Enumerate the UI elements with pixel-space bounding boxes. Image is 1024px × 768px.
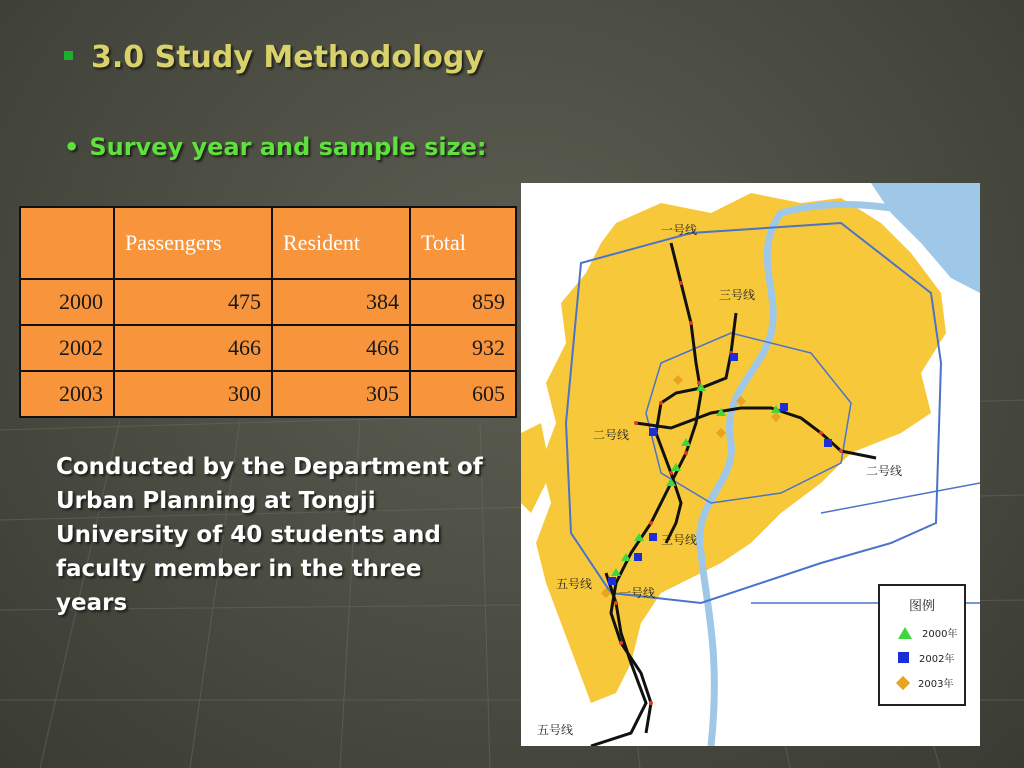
table-row bbox=[20, 371, 516, 417]
table-header-cell: Total bbox=[410, 207, 516, 279]
table-cell: 932 bbox=[410, 325, 516, 371]
urban-patch bbox=[521, 423, 551, 513]
subtitle-text: Survey year and sample size: bbox=[89, 133, 487, 161]
table-cell: 466 bbox=[272, 325, 410, 371]
legend-item bbox=[880, 620, 964, 645]
methodology-note: Conducted by the Department of Urban Planning at Tongji University of 40 students and faculty member in the three years bbox=[56, 454, 483, 616]
table-cell: 2002 bbox=[20, 325, 114, 371]
table-row bbox=[20, 325, 516, 371]
map-label-line5-left: 五号线 bbox=[556, 577, 593, 591]
green-triangle-icon bbox=[898, 627, 912, 639]
slide-title bbox=[64, 40, 484, 75]
table-cell: 859 bbox=[410, 279, 516, 325]
highway bbox=[821, 483, 980, 513]
table-header-cell bbox=[20, 207, 114, 279]
legend-item bbox=[880, 645, 964, 670]
map-label-line1-top: 一号线 bbox=[661, 223, 698, 237]
subtitle bbox=[64, 133, 486, 161]
slide-title-text: 3.0 Study Methodology bbox=[91, 40, 484, 75]
table-cell: 2000 bbox=[20, 279, 114, 325]
legend-title: 图例 bbox=[908, 599, 935, 614]
round-bullet-icon: • bbox=[64, 133, 80, 161]
square-bullet-icon bbox=[64, 51, 73, 60]
map-legend bbox=[878, 584, 966, 706]
table-cell: 475 bbox=[114, 279, 272, 325]
legend-item-label: 2002年 bbox=[919, 654, 955, 665]
orange-diamond-icon bbox=[896, 675, 910, 689]
table-cell: 2003 bbox=[20, 371, 114, 417]
blue-square-icon bbox=[898, 652, 909, 663]
map-label-line1-bottom: 一号线 bbox=[619, 586, 656, 600]
table-cell: 384 bbox=[272, 279, 410, 325]
map-label-line2-right: 二号线 bbox=[866, 464, 903, 478]
table-header-cell: Passengers bbox=[114, 207, 272, 279]
table-cell: 300 bbox=[114, 371, 272, 417]
table-header-row bbox=[20, 207, 516, 279]
table-cell: 466 bbox=[114, 325, 272, 371]
legend-item-label: 2000年 bbox=[922, 629, 958, 640]
table-cell: 305 bbox=[272, 371, 410, 417]
map-label-line5-bottom: 五号线 bbox=[537, 723, 574, 737]
table-cell: 605 bbox=[410, 371, 516, 417]
map-label-line3-top: 三号线 bbox=[719, 288, 756, 302]
map-label-line2-left: 二号线 bbox=[593, 428, 630, 442]
table-header-cell: Resident bbox=[272, 207, 410, 279]
map-label-line3-bottom: 三号线 bbox=[661, 533, 698, 547]
table-row bbox=[20, 279, 516, 325]
metro-map bbox=[521, 183, 980, 746]
legend-item bbox=[880, 670, 964, 695]
sample-size-table bbox=[19, 206, 517, 418]
legend-item-label: 2003年 bbox=[918, 679, 954, 690]
